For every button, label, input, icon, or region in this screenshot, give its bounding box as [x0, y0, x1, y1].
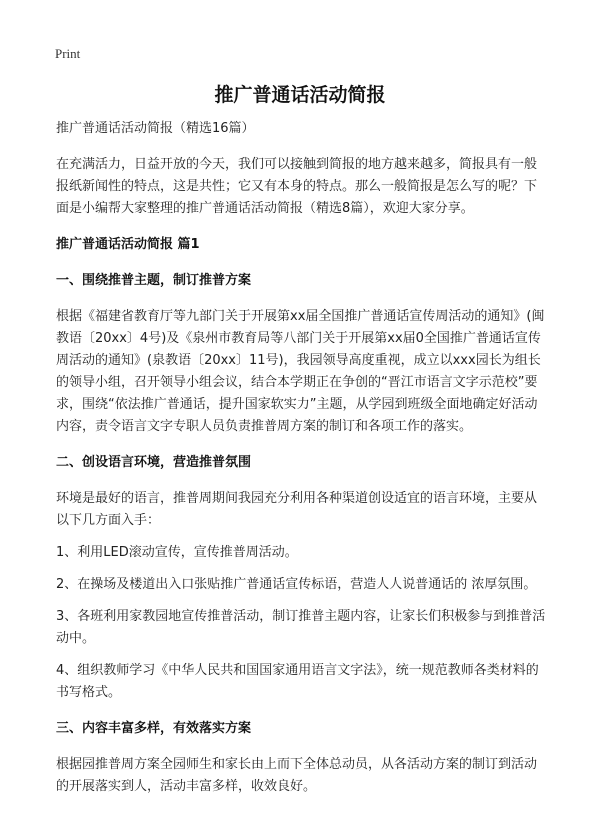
print-link[interactable]: Print: [55, 46, 81, 61]
intro-paragraph: 在充满活力，日益开放的今天，我们可以接触到简报的地方越来越多，简报具有一般报纸新闻性的特点，这是共性；它又有本身的特点。那么一般简报是怎么写的呢？下面是小编帮大家整理的推广普通话活动简报（精选8篇），欢迎大家分享。: [56, 157, 538, 216]
section-3-heading: 三、内容丰富多样，有效落实方案: [56, 721, 252, 736]
document-body: [56, 118, 548, 798]
section-1-heading: 一、围绕推普主题，制订推普方案: [56, 273, 252, 288]
section-3-body: 根据园推普周方案全园师生和家长由上而下全体总动员，从各活动方案的制订到活动的开展落实到人，活动丰富多样，收效良好。: [56, 757, 538, 794]
section-1-body: 根据《福建省教育厅等九部门关于开展第xx届全国推广普通话宣传周活动的通知》(闽教语〔20xx〕4号)及《泉州市教育局等八部门关于开展第xx届0全国推广普通话宣传周活动的通知》(泉教语〔20xx〕11号)，我园领导高度重视，成立以xxx园长为组长的领导小组，召开领导小组会议，结合本学期正在争创的“晋江市语言文字示范校”要求，围绕“依法推广普通话，提升国家软实力”主题，从学园到班级全面地确定好活动内容，责令语言文字专职人员负责推普周方案的制订和各项工作的落实。: [56, 309, 545, 434]
document-subtitle: 推广普通话活动简报（精选16篇）: [56, 121, 255, 136]
section-2-heading: 二、创设语言环境，营造推普氛围: [56, 455, 252, 470]
section-2-body: 环境是最好的语言，推普周期间我园充分利用各种渠道创设适宜的语言环境，主要从以下几方面入手：: [56, 491, 538, 528]
document-title: 推广普通话活动简报: [214, 84, 386, 106]
article-heading: 推广普通话活动简报 篇1: [56, 237, 200, 252]
list-item: 2、在操场及楼道出入口张贴推广普通话宣传标语，营造人人说普通话的 浓厚氛围。: [56, 577, 537, 592]
list-item: 1、利用LED滚动宣传，宣传推普周活动。: [56, 545, 298, 560]
list-item: 3、各班利用家教园地宣传推普活动，制订推普主题内容，让家长们积极参与到推普活动中。: [56, 609, 546, 646]
list-item: 4、组织教师学习《中华人民共和国国家通用语言文字法》，统一规范教师各类材料的书写格式。: [56, 663, 539, 700]
